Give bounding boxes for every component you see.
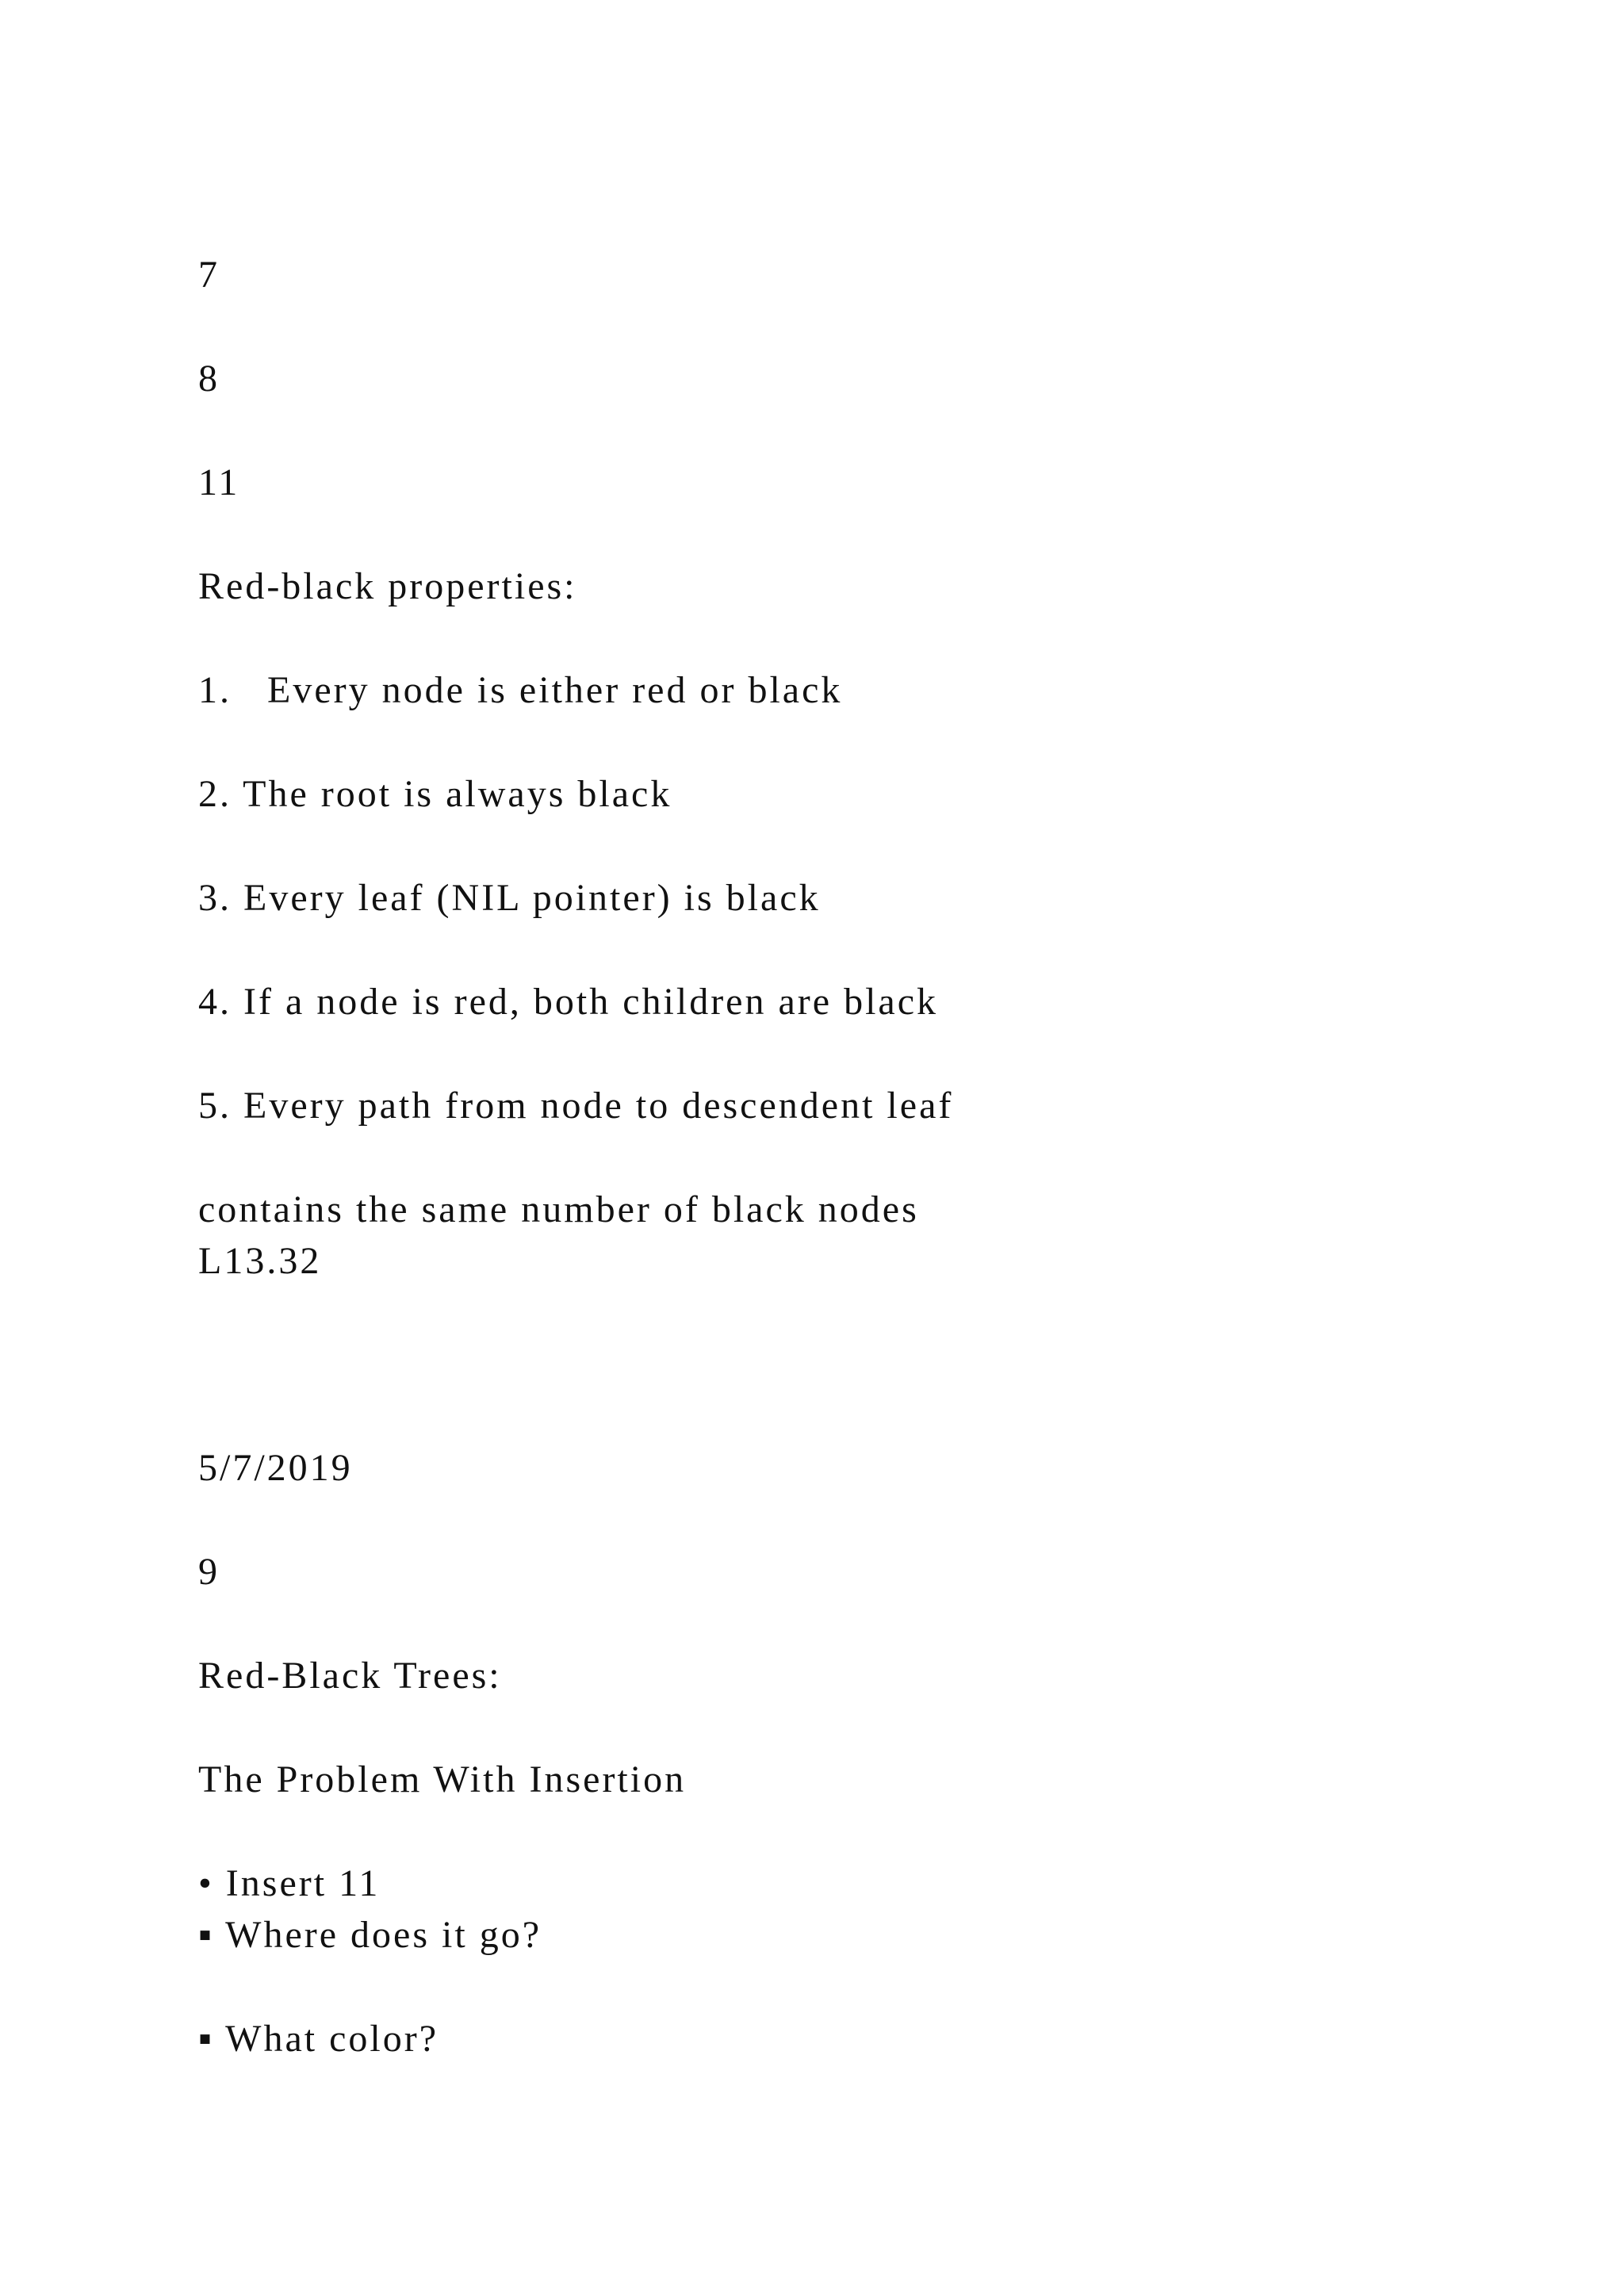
text-line-7: 7 bbox=[198, 254, 220, 296]
red-black-properties-heading: Red-black properties: bbox=[198, 565, 577, 607]
property-5: 5. Every path from node to descendent leaf bbox=[198, 1085, 954, 1127]
property-1: 1. Every node is either red or black bbox=[198, 669, 843, 711]
property-4: 4. If a node is red, both children are black bbox=[198, 981, 939, 1023]
bullet-insert: • Insert 11 bbox=[198, 1862, 381, 1904]
page-number: 9 bbox=[198, 1551, 220, 1593]
text-line-11: 11 bbox=[198, 461, 240, 503]
sub-bullet-color: ▪ What color? bbox=[198, 2018, 439, 2060]
property-3: 3. Every leaf (NIL pointer) is black bbox=[198, 877, 821, 919]
property-5-continued: contains the same number of black nodes bbox=[198, 1188, 919, 1230]
date-text: 5/7/2019 bbox=[198, 1447, 353, 1489]
section-subtitle: The Problem With Insertion bbox=[198, 1758, 687, 1800]
property-2: 2. The root is always black bbox=[198, 773, 672, 815]
text-line-8: 8 bbox=[198, 358, 220, 400]
slide-label: L13.32 bbox=[198, 1240, 322, 1282]
section-title: Red-Black Trees: bbox=[198, 1655, 502, 1697]
sub-bullet-where: ▪ Where does it go? bbox=[198, 1914, 542, 1956]
